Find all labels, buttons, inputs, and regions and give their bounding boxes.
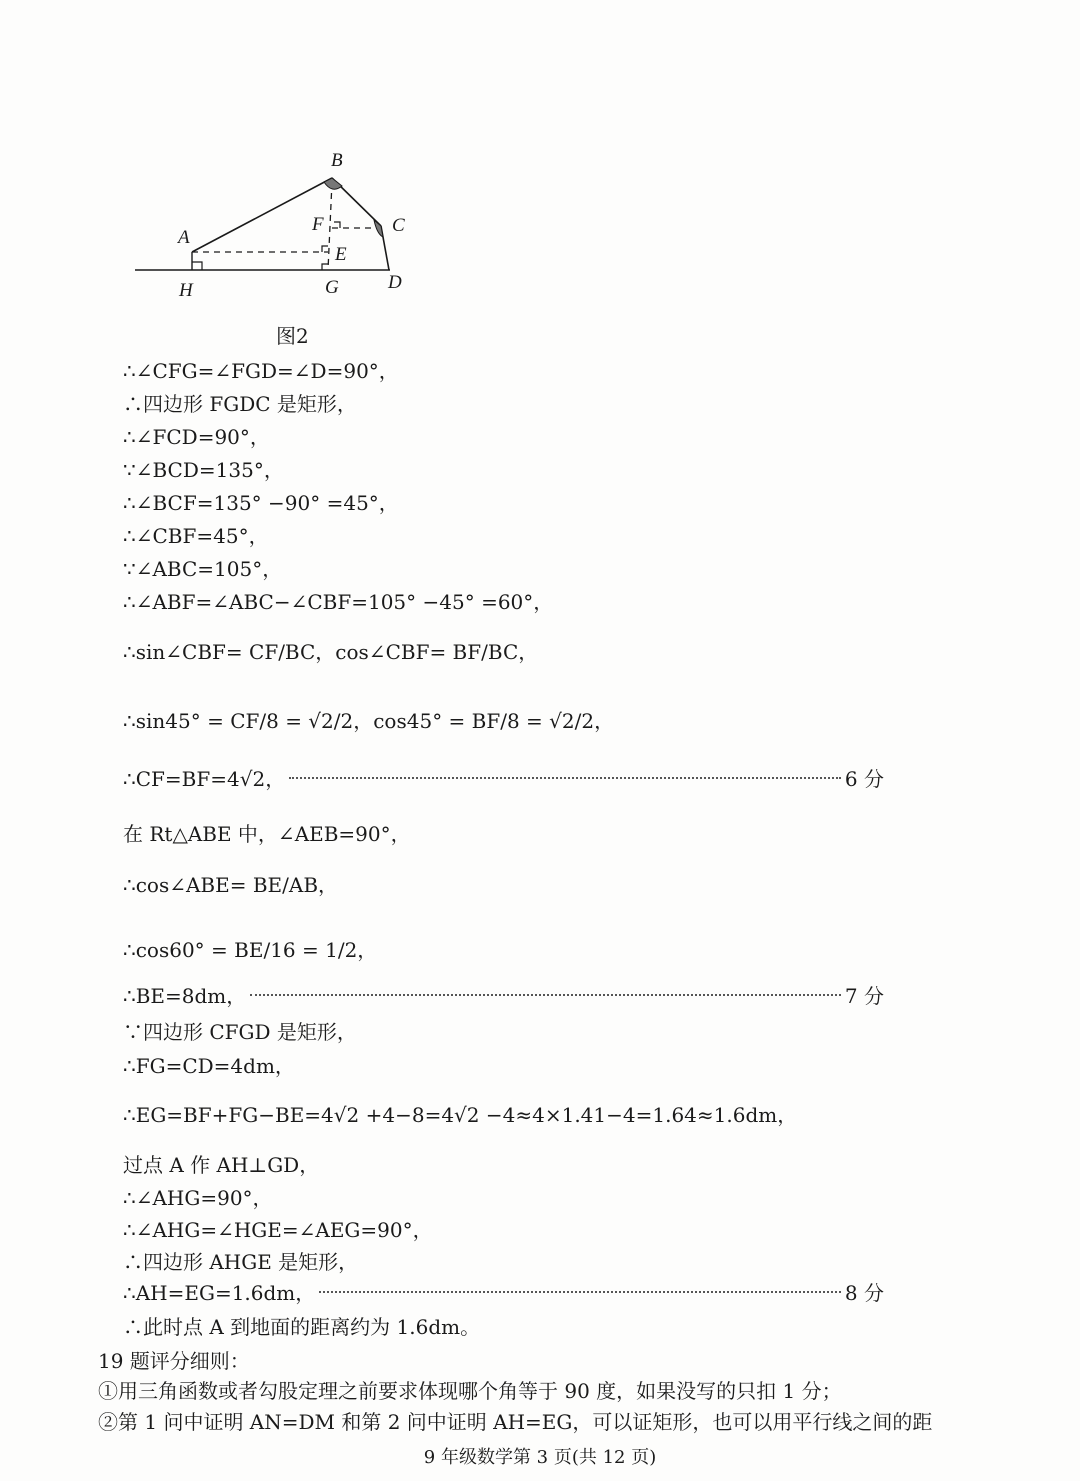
solution-line: ∴sin∠CBF= CF/BC，cos∠CBF= BF/BC， bbox=[123, 640, 539, 664]
solution-line: ∴EG=BF+FG−BE=4√2 +4−8=4√2 −4≈4×1.41−4=1.64≈1.6dm， bbox=[123, 1103, 798, 1127]
solution-line: ∴sin45° = CF/8 = √2/2，cos45° = BF/8 = √2/2， bbox=[123, 709, 615, 733]
label-B: B bbox=[331, 150, 343, 171]
leader-dots bbox=[319, 1290, 841, 1293]
solution-line: ∴CF=BF=4√2， bbox=[123, 767, 286, 791]
page-footer: 9 年级数学第 3 页(共 12 页) bbox=[423, 1447, 657, 1468]
solution-line: ∵∠ABC=105°， bbox=[123, 557, 283, 581]
label-A: A bbox=[178, 227, 190, 248]
solution-line: ∴∠CFG=∠FGD=∠D=90°， bbox=[123, 359, 399, 383]
solution-line: ∵∠BCD=135°， bbox=[123, 458, 284, 482]
solution-line: ∴∠FCD=90°， bbox=[123, 425, 270, 449]
solution-line: ∴四边形 AHGE 是矩形， bbox=[123, 1250, 359, 1274]
solution-line: 过点 A 作 AH⊥GD， bbox=[123, 1153, 320, 1177]
solution-line: ∴∠ABF=∠ABC−∠CBF=105° −45° =60°， bbox=[123, 590, 554, 614]
label-C: C bbox=[392, 215, 405, 236]
rubric-title: 19 题评分细则： bbox=[98, 1349, 250, 1373]
label-D: D bbox=[388, 272, 402, 293]
solution-line: ∴四边形 FGDC 是矩形， bbox=[123, 392, 357, 416]
figure-svg bbox=[125, 140, 425, 310]
label-E: E bbox=[335, 244, 347, 265]
leader-dots bbox=[289, 776, 841, 779]
solution-line: ∴∠CBF=45°， bbox=[123, 524, 269, 548]
label-F: F bbox=[312, 214, 324, 235]
solution-line: ∴AH=EG=1.6dm， bbox=[123, 1281, 316, 1305]
label-H: H bbox=[179, 280, 193, 301]
leader-dots bbox=[250, 993, 841, 996]
score-label: 7 分 bbox=[844, 984, 884, 1008]
score-line-6 bbox=[123, 763, 884, 792]
score-line-7 bbox=[123, 980, 884, 1009]
figure-caption: 图2 bbox=[276, 324, 309, 348]
solution-line: ∴FG=CD=4dm， bbox=[123, 1054, 295, 1078]
score-line-8 bbox=[123, 1277, 884, 1306]
solution-line: ∵四边形 CFGD 是矩形， bbox=[123, 1020, 357, 1044]
solution-line: ∴cos60° = BE/16 = 1/2， bbox=[123, 938, 378, 962]
geometry-figure bbox=[125, 140, 425, 310]
rubric-item-1: ①用三角函数或者勾股定理之前要求体现哪个角等于 90 度，如果没写的只扣 1 分； bbox=[98, 1379, 842, 1403]
solution-line: ∴此时点 A 到地面的距离约为 1.6dm。 bbox=[123, 1315, 481, 1339]
solution-line: ∴∠AHG=90°， bbox=[123, 1186, 273, 1210]
rubric-item-2: ②第 1 问中证明 AN=DM 和第 2 问中证明 AH=EG，可以证矩形，也可以用平行线之间的距 bbox=[98, 1410, 933, 1434]
label-G: G bbox=[325, 277, 339, 298]
solution-line: ∴∠AHG=∠HGE=∠AEG=90°， bbox=[123, 1218, 433, 1242]
solution-line: ∴cos∠ABE= BE/AB， bbox=[123, 873, 339, 897]
solution-line: ∴BE=8dm， bbox=[123, 984, 247, 1008]
solution-line: 在 Rt△ABE 中，∠AEB=90°， bbox=[123, 822, 411, 846]
score-label: 6 分 bbox=[844, 767, 884, 791]
solution-line: ∴∠BCF=135° −90° =45°， bbox=[123, 491, 399, 515]
score-label: 8 分 bbox=[844, 1281, 884, 1305]
